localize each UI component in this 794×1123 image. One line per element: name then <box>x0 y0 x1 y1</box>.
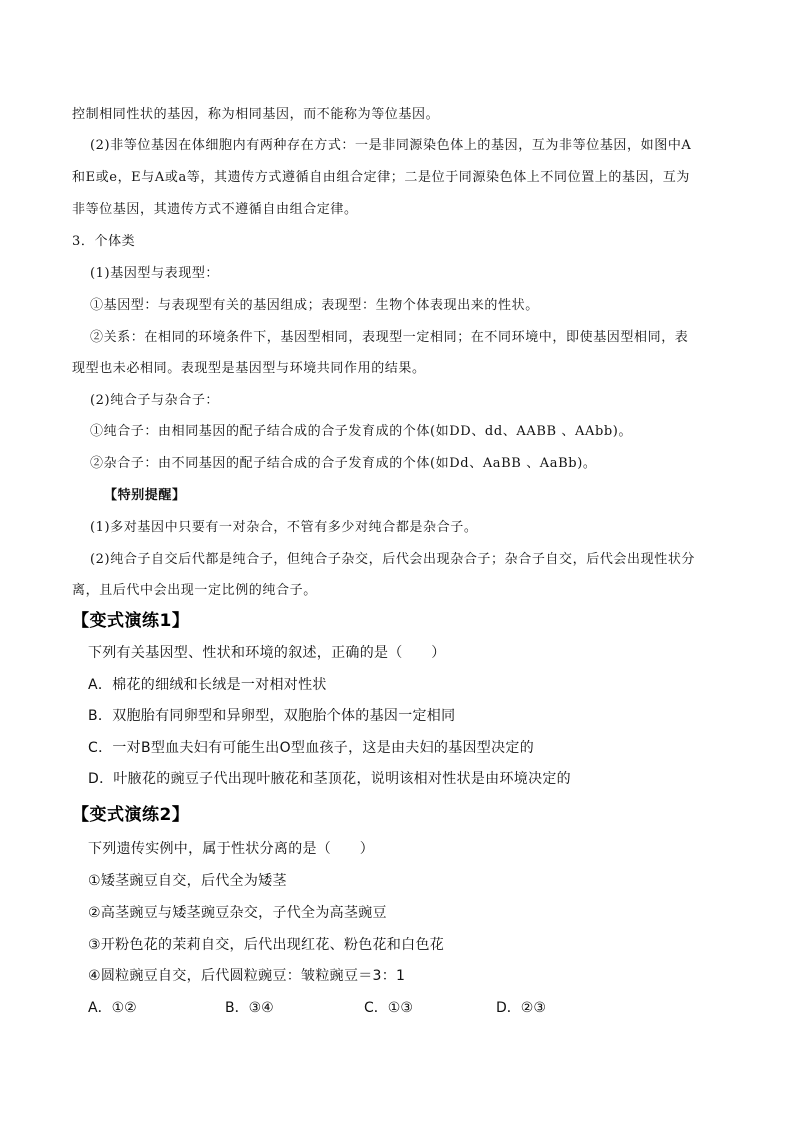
reminder-2-line-1: (2)纯合子自交后代都是纯合子，但纯合子杂交，后代会出现杂合子；杂合子自交，后代会出现性状分 <box>90 552 696 567</box>
relationship-line-2: 现型也未必相同。表现型是基因型与环境共同作用的结果。 <box>72 361 426 376</box>
intro-paragraph-2-line-2: 和E或e，E与A或a等，其遗传方式遵循自由组合定律；二是位于同源染色体上不同位置上的基因，互为 <box>72 170 691 185</box>
section-3-title: 3．个体类 <box>72 234 136 249</box>
intro-paragraph-2-line-3: 非等位基因，其遗传方式不遵循自由组合定律。 <box>72 202 358 217</box>
heterozygote-definition: ②杂合子：由不同基因的配子结合成的合子发育成的个体(如Dd、AaBB 、AaBb)。 <box>90 456 597 471</box>
exercise-1-option-d: D．叶腋花的豌豆子代出现叶腋花和茎顶花，说明该相对性状是由环境决定的 <box>88 771 571 787</box>
exercise-1-option-a: A．棉花的细绒和长绒是一对相对性状 <box>88 677 327 693</box>
exercise-2-answer-c: C．①③ <box>364 1000 413 1016</box>
exercise-1-option-b: B．双胞胎有同卵型和异卵型，双胞胎个体的基因一定相同 <box>88 708 456 724</box>
section-3-subtitle-2: (2)纯合子与杂合子： <box>90 393 220 408</box>
exercise-2-question: 下列遗传实例中，属于性状分离的是（ ） <box>88 841 374 857</box>
exercise-1-heading: 【变式演练1】 <box>72 611 190 631</box>
exercise-2-heading: 【变式演练2】 <box>72 805 190 825</box>
exercise-2-answer-a: A．①② <box>88 1000 137 1016</box>
intro-paragraph-1: 控制相同性状的基因，称为相同基因，而不能称为等位基因。 <box>72 107 440 122</box>
exercise-2-item-4: ④圆粒豌豆自交，后代圆粒豌豆：皱粒豌豆＝3：1 <box>88 968 406 984</box>
genotype-definition: ①基因型：与表现型有关的基因组成；表现型：生物个体表现出来的性状。 <box>90 298 539 313</box>
reminder-1: (1)多对基因中只要有一对杂合，不管有多少对纯合都是杂合子。 <box>90 520 478 535</box>
exercise-2-answer-b: B．③④ <box>225 1000 274 1016</box>
exercise-2-item-3: ③开粉色花的茉莉自交，后代出现红花、粉色花和白色花 <box>88 937 445 953</box>
homozygote-definition: ①纯合子：由相同基因的配子结合成的合子发育成的个体(如DD、dd、AABB 、AAbb)。 <box>90 424 633 439</box>
exercise-2-item-1: ①矮茎豌豆自交，后代全为矮茎 <box>88 873 287 889</box>
relationship-line-1: ②关系：在相同的环境条件下，基因型相同，表现型一定相同；在不同环境中，即使基因型相同，表 <box>90 330 689 345</box>
exercise-2-answer-d: D．②③ <box>496 1000 546 1016</box>
intro-paragraph-2-line-1: (2)非等位基因在体细胞内有两种存在方式：一是非同源染色体上的基因，互为非等位基因，如图中A <box>90 138 692 153</box>
exercise-1-question: 下列有关基因型、性状和环境的叙述，正确的是（ ） <box>88 645 446 661</box>
section-3-subtitle-1: (1)基因型与表现型： <box>90 266 220 281</box>
special-reminder-title: 【特别提醒】 <box>104 488 186 503</box>
reminder-2-line-2: 离，且后代中会出现一定比例的纯合子。 <box>72 583 317 598</box>
exercise-1-option-c: C．一对B型血夫妇有可能生出O型血孩子，这是由夫妇的基因型决定的 <box>88 740 534 756</box>
exercise-2-item-2: ②高茎豌豆与矮茎豌豆杂交，子代全为高茎豌豆 <box>88 905 387 921</box>
